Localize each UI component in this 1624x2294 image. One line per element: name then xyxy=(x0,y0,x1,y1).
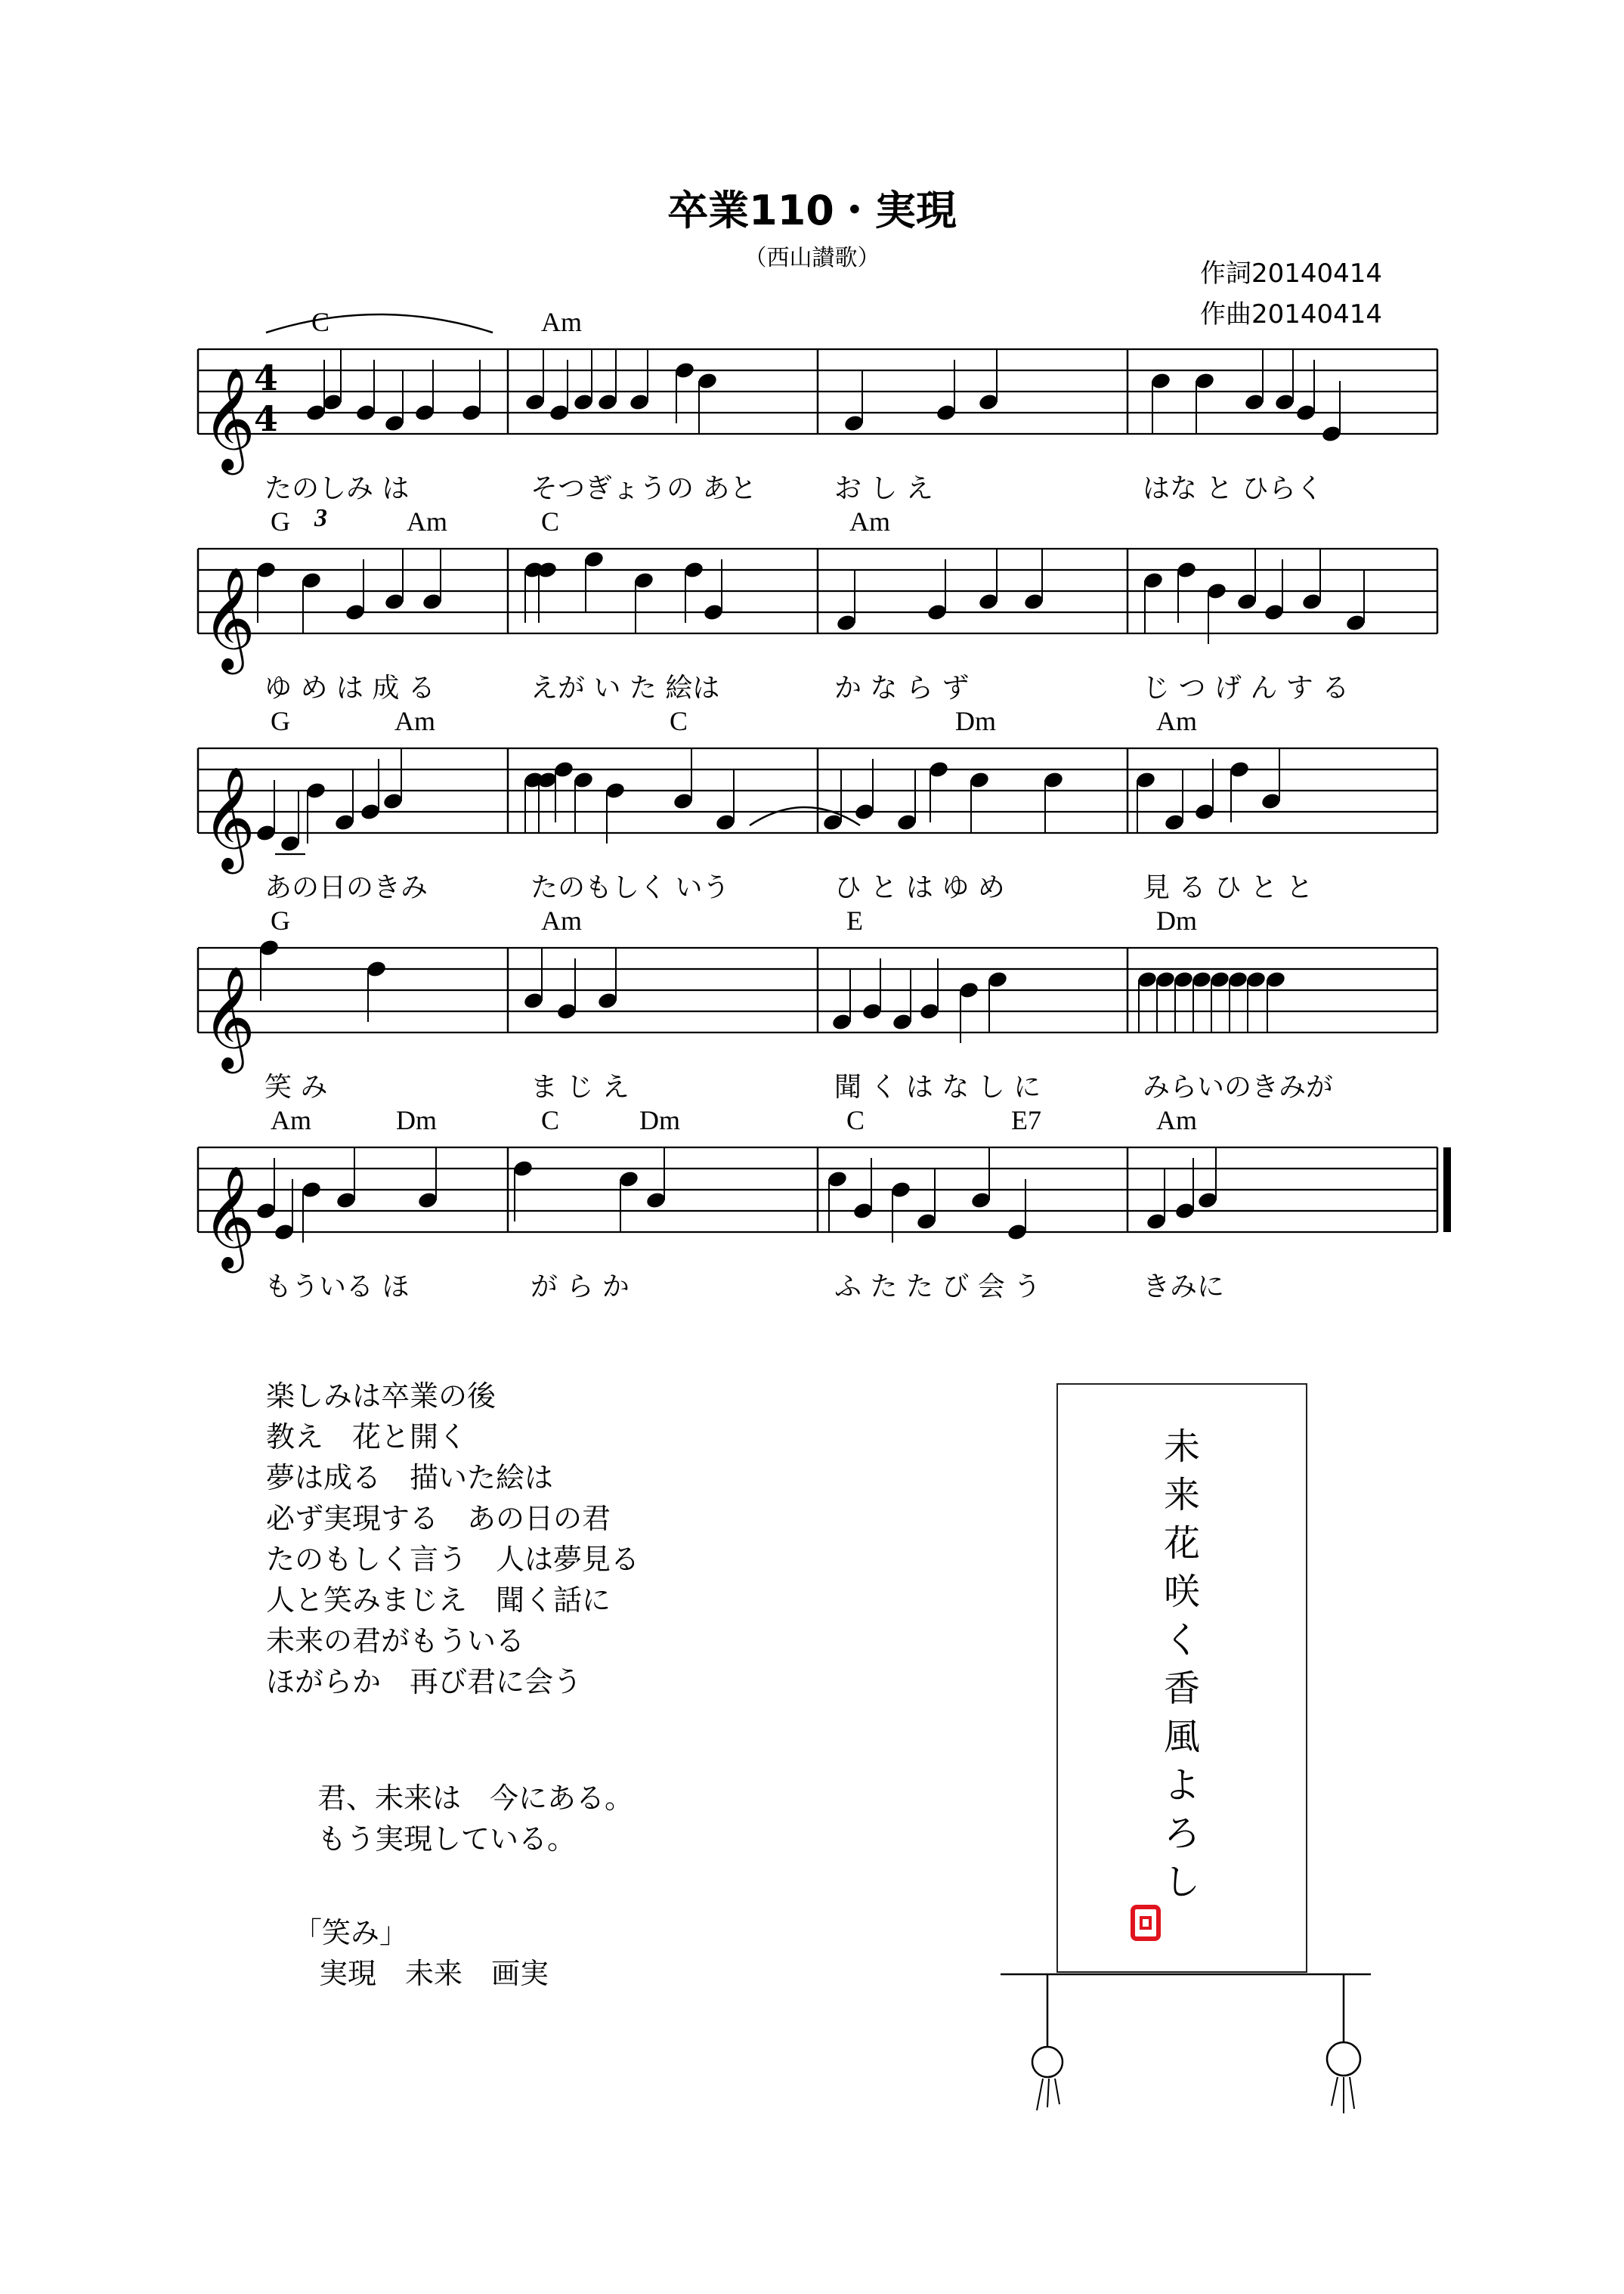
lyric-line: が ら か xyxy=(531,1271,629,1302)
lyrics-poem xyxy=(266,1376,639,1702)
chord-symbol: Am xyxy=(1156,1105,1197,1135)
lyricist-credit: 作詞20140414 xyxy=(1200,259,1383,289)
closing-note xyxy=(317,1778,633,1859)
lyric-line: 聞 く は な し に xyxy=(834,1072,1041,1103)
slur xyxy=(266,314,493,333)
staff-system xyxy=(198,1105,1451,1302)
poem-line: ほがらか 再び君に会う xyxy=(266,1665,583,1698)
chord-symbol: G xyxy=(271,906,290,936)
note-line: もう実現している。 xyxy=(317,1822,577,1856)
lyric-line: か な ら ず xyxy=(834,673,970,704)
chord-symbol: G xyxy=(271,706,290,736)
lyric-line: ふ た た び 会 う xyxy=(834,1271,1041,1302)
banner-vertical-text xyxy=(1058,1423,1306,1906)
lyric-line: 見 る ひ と と xyxy=(1143,872,1313,903)
chord-symbol: C xyxy=(541,1105,560,1135)
composer-credit: 作曲20140414 xyxy=(1200,299,1383,330)
lyric-line: えが い た 絵は xyxy=(531,673,720,704)
lyric-line: ゆ め は 成 る xyxy=(264,673,435,704)
tie xyxy=(750,807,860,825)
poem-line: 必ず実現する あの日の君 xyxy=(266,1502,611,1535)
lyric-line: そつぎょうの あと xyxy=(531,473,757,504)
chord-symbol: Dm xyxy=(639,1105,680,1135)
banner-char: 風 xyxy=(1163,1716,1200,1758)
poem-line: 未来の君がもういる xyxy=(266,1624,525,1658)
poem-line: 人と笑みまじえ 聞く話に xyxy=(266,1584,611,1617)
page-subtitle: （西山讃歌） xyxy=(744,245,880,271)
banner-char: 香 xyxy=(1163,1667,1200,1710)
chord-symbol: Am xyxy=(1156,706,1197,736)
banner-char: 来 xyxy=(1163,1474,1200,1516)
staff-system xyxy=(198,906,1437,1103)
lyric-line: あの日のきみ xyxy=(264,872,428,903)
chord-symbol: Am xyxy=(541,307,582,337)
lyric-line: もういる ほ xyxy=(264,1271,410,1302)
lyric-line: お し え xyxy=(834,473,933,504)
lyric-line: じ つ げ ん す る xyxy=(1143,673,1350,704)
lyric-line: 笑 み xyxy=(264,1072,328,1103)
lyric-line: みらいのきみが xyxy=(1143,1072,1334,1103)
banner-char: 未 xyxy=(1163,1426,1200,1468)
chord-symbol: Am xyxy=(849,506,890,537)
banner-char: よ xyxy=(1163,1764,1200,1806)
poem-line: 楽しみは卒業の後 xyxy=(266,1379,496,1413)
emi-line: 実現 未来 画実 xyxy=(319,1957,549,1990)
treble-clef-icon: 𝄞 xyxy=(203,765,255,869)
triplet-mark: 3 xyxy=(314,504,327,532)
chord-symbol: C xyxy=(541,506,560,537)
lyric-line: たのしみ は xyxy=(264,473,410,504)
banner-char: く xyxy=(1163,1619,1200,1661)
banner-char: 咲 xyxy=(1163,1571,1200,1613)
time-signature-top: 4 xyxy=(254,358,279,398)
chord-symbol: C xyxy=(670,706,688,736)
lyric-line: はな と ひらく xyxy=(1143,473,1323,504)
emi-heading: 「笑み」 xyxy=(293,1916,409,1949)
treble-clef-icon: 𝄞 xyxy=(203,565,255,670)
lyric-line: たのもしく いう xyxy=(531,872,730,903)
chord-symbol: Dm xyxy=(955,706,996,736)
poem-line: 教え 花と開く xyxy=(266,1420,468,1453)
note-line: 君、未来は 今にある。 xyxy=(317,1782,634,1815)
chord-symbol: C xyxy=(846,1105,865,1135)
treble-clef-icon: 𝄞 xyxy=(203,1164,255,1268)
lyric-line: ひ と は ゆ め xyxy=(834,872,1005,903)
chord-symbol: Dm xyxy=(1156,906,1197,936)
banner-char: ろ xyxy=(1163,1813,1200,1855)
chord-symbol: G xyxy=(271,506,290,537)
stick-figure-right xyxy=(1327,1974,1360,2113)
time-signature-bottom: 4 xyxy=(254,398,279,439)
banner-char: 花 xyxy=(1163,1522,1200,1565)
staff-system xyxy=(198,307,1437,504)
stick-figure-left xyxy=(1032,1974,1063,2110)
hanging-banner xyxy=(1056,1383,1307,1973)
chord-symbol: Am xyxy=(271,1105,311,1135)
final-barline xyxy=(1443,1147,1451,1232)
staff-system xyxy=(198,504,1437,704)
chord-symbol: Am xyxy=(407,506,447,537)
chord-symbol: E7 xyxy=(1011,1105,1041,1135)
staff-system xyxy=(198,706,1437,903)
banner-char: し xyxy=(1163,1861,1200,1903)
chord-symbol: Am xyxy=(394,706,435,736)
poem-line: たのもしく言う 人は夢見る xyxy=(266,1543,640,1576)
hanging-figures xyxy=(990,1965,1383,2116)
poem-line: 夢は成る 描いた絵は xyxy=(266,1461,554,1494)
chord-symbol: Dm xyxy=(396,1105,437,1135)
treble-clef-icon: 𝄞 xyxy=(203,366,255,470)
chord-symbol: Am xyxy=(541,906,582,936)
chord-symbol: C xyxy=(311,307,330,337)
page-title: 卒業110・実現 xyxy=(667,187,957,234)
emi-section xyxy=(293,1912,549,1994)
chord-symbol: E xyxy=(846,906,863,936)
lyric-line: ま じ え xyxy=(531,1072,629,1103)
treble-clef-icon: 𝄞 xyxy=(203,964,255,1069)
lyric-line: きみに xyxy=(1143,1271,1225,1302)
red-seal-icon xyxy=(1131,1905,1161,1941)
